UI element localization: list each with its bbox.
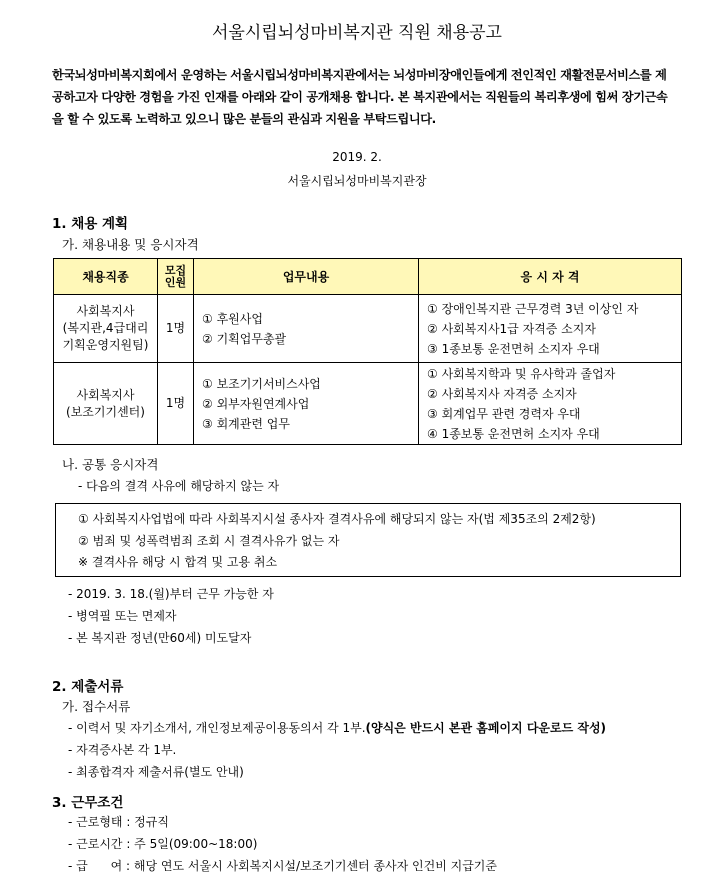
job-line: (복지관,4급대리: [62, 321, 149, 335]
header-headcount-line1: 모집: [164, 263, 187, 277]
qualification-item: ① 사회복지학과 및 유사학과 졸업자: [427, 366, 616, 381]
duty-item: ① 후원사업: [202, 311, 263, 326]
section1-sub-b: 나. 공통 응시자격: [62, 457, 159, 472]
duty-item: ② 기획업무총괄: [202, 331, 287, 346]
qualifications-cell: [419, 363, 682, 445]
qualification-item: ③ 회계업무 관련 경력자 우대: [427, 406, 581, 421]
list-item: - 자격증사본 각 1부.: [68, 743, 177, 757]
section2-sub-a: 가. 접수서류: [62, 699, 131, 714]
job-line: (보조기기센터): [66, 404, 145, 419]
document-list-text: - 이력서 및 자기소개서, 개인정보제공이용동의서 각 1부.: [68, 721, 366, 735]
list-item: - 본 복지관 정년(만60세) 미도달자: [68, 631, 252, 645]
list-item: - 근로시간 : 주 5일(09:00~18:00): [68, 837, 258, 851]
qualification-item: ② 사회복지사 자격증 소지자: [427, 386, 577, 401]
table-row: [54, 295, 682, 363]
header-qualifications: 응 시 자 격: [419, 259, 682, 295]
list-item: - 최종합격자 제출서류(별도 안내): [68, 765, 244, 779]
job-cell: [54, 295, 158, 363]
list-item: - 병역필 또는 면제자: [68, 609, 177, 623]
list-item: - 2019. 3. 18.(월)부터 근무 가능한 자: [68, 587, 274, 601]
section1-sub-b-intro: - 다음의 결격 사유에 해당하지 않는 자: [78, 479, 280, 493]
disqualification-box: [55, 503, 681, 577]
box-item: ※ 결격사유 해당 시 합격 및 고용 취소: [78, 555, 278, 569]
page-title: 서울시립뇌성마비복지관 직원 채용공고: [212, 23, 502, 43]
table-header-row: [54, 259, 682, 295]
header-headcount-line2: 인원: [164, 275, 187, 289]
notice-date: 2019. 2.: [332, 150, 382, 164]
duties-cell: [194, 363, 419, 445]
section1-heading: 1. 채용 계획: [52, 216, 129, 232]
headcount-cell: 1명: [158, 363, 194, 445]
header-headcount: [158, 259, 194, 295]
document-form-note: (양식은 반드시 본관 홈페이지 다운로드 작성): [365, 721, 607, 735]
job-line: 사회복지사: [76, 387, 135, 402]
headcount-cell: 1명: [158, 295, 194, 363]
section3-heading: 3. 근무조건: [52, 795, 124, 811]
job-line: 기획운영지원팀): [62, 338, 149, 352]
job-line: 사회복지사: [76, 304, 135, 318]
duty-item: ③ 회계관련 업무: [202, 416, 290, 431]
section2-heading: 2. 제출서류: [52, 679, 124, 695]
duty-item: ① 보조기기서비스사업: [202, 376, 321, 391]
qualifications-cell: [419, 295, 682, 363]
job-cell: [54, 363, 158, 445]
list-item: - 급 여 : 해당 연도 서울시 사회복지시설/보조기기센터 종사자 인건비 지급기준: [68, 859, 497, 873]
section1-sub-a: 가. 채용내용 및 응시자격: [62, 237, 199, 252]
table-row: [54, 363, 682, 445]
qualification-item: ④ 1종보통 운전면허 소지자 우대: [427, 426, 600, 441]
qualification-item: ① 장애인복지관 근무경력 3년 이상인 자: [427, 301, 639, 316]
header-job-type: 채용직종: [54, 259, 158, 295]
recruitment-table: [53, 258, 682, 445]
duties-cell: [194, 295, 419, 363]
intro-paragraph: 한국뇌성마비복지회에서 운영하는 서울시립뇌성마비복지관에서는 뇌성마비장애인들에게 전인적인 재활전문서비스를 제공하고자 다양한 경험을 가진 인재를 아래와 같이 공개채용 합니다. 본 복지관에서는 직원들의 복리후생에 힘써 장기근속을 할 수 있도록 노력하고 있으니 많은 분들의 관심과 지원을 부탁드립니다.: [52, 68, 668, 126]
qualification-item: ③ 1종보통 운전면허 소지자 우대: [427, 341, 600, 356]
box-item: ② 범죄 및 성폭력범죄 조회 시 결격사유가 없는 자: [78, 534, 340, 548]
duty-item: ② 외부자원연계사업: [202, 396, 310, 411]
header-duties: 업무내용: [194, 259, 419, 295]
list-item: - 근로형태 : 정규직: [68, 815, 169, 829]
box-item: ① 사회복지사업법에 따라 사회복지시설 종사자 결격사유에 해당되지 않는 자(법 제35조의 2제2항): [78, 512, 596, 526]
qualification-item: ② 사회복지사1급 자격증 소지자: [427, 321, 596, 336]
notice-issuer: 서울시립뇌성마비복지관장: [287, 174, 427, 188]
list-item: [68, 719, 606, 736]
